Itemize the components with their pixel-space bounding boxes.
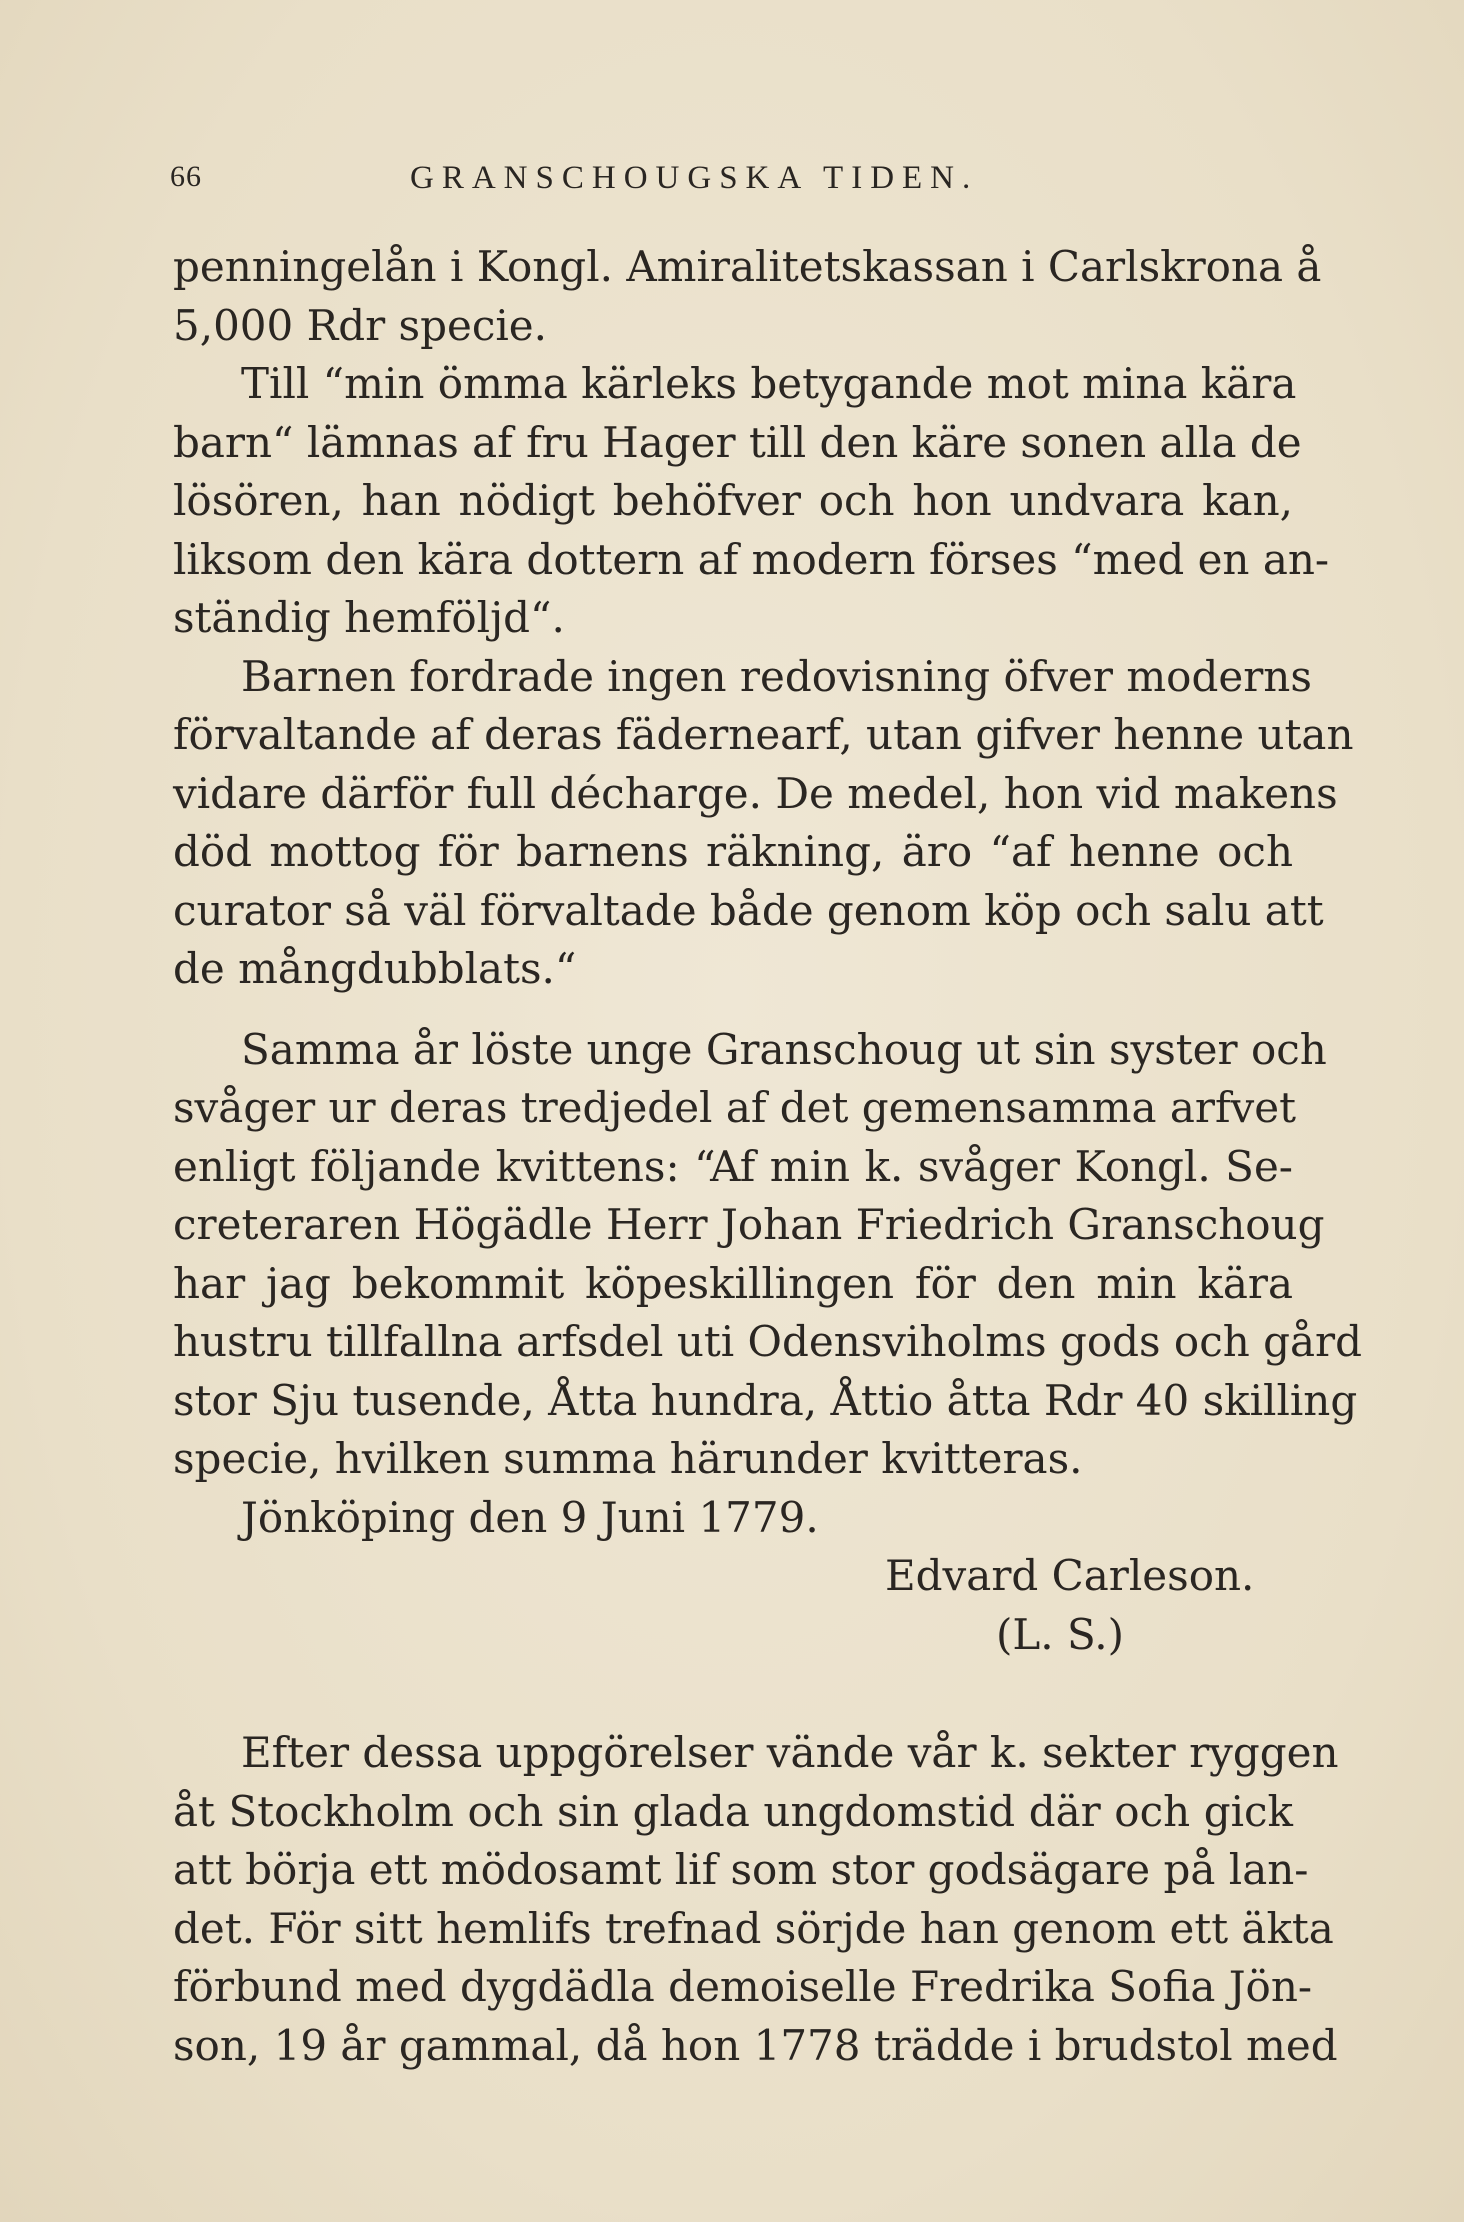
text-line: de mångdubblats.“ (173, 944, 577, 993)
page-header (170, 160, 1320, 210)
text-line: Efter dessa uppgörelser vände vår k. sekter ryggen (241, 1728, 1339, 1777)
text-line: 5,000 Rdr specie. (173, 300, 547, 350)
signature-name: Edvard Carleson. (885, 1551, 1255, 1600)
text-line: att börja ett mödosamt lif som stor godsägare på lan- (173, 1845, 1309, 1894)
text-line: lösören, han nödigt behöfver och hon undvara kan, (173, 476, 1293, 525)
text-line: creteraren Högädle Herr Johan Friedrich Granschoug (173, 1200, 1325, 1249)
text-line: död mottog för barnens räkning, äro “af henne och (173, 827, 1293, 876)
text-line: son, 19 år gammal, då hon 1778 trädde i brudstol med (173, 2020, 1338, 2070)
dateline: Jönköping den 9 Juni 1779. (241, 1492, 819, 1542)
text-line: åt Stockholm och sin glada ungdomstid där och gick (173, 1786, 1293, 1836)
signature-seal: (L. S.) (996, 1609, 1124, 1659)
text-line: barn“ lämnas af fru Hager till den käre sonen alla de (173, 417, 1302, 467)
text-line: specie, hvilken summa härunder kvitteras. (173, 1434, 1083, 1483)
text-line: curator så väl förvaltade både genom köp och salu att (173, 885, 1324, 935)
text-line: det. För sitt hemlifs trefnad sörjde han genom ett äkta (173, 1903, 1334, 1953)
page-number: 66 (170, 160, 202, 193)
text-line: penningelån i Kongl. Amiralitetskassan i Carlskrona å (173, 242, 1322, 291)
text-line: hustru tillfallna arfsdel uti Odensviholms gods och gård (173, 1317, 1363, 1366)
running-title: GRANSCHOUGSKA TIDEN. (410, 160, 979, 196)
text-line: Till “min ömma kärleks betygande mot mina kära (241, 359, 1297, 408)
text-line: svåger ur deras tredjedel af det gemensamma arfvet (173, 1083, 1296, 1132)
text-line: stor Sju tusende, Åtta hundra, Åttio åtta Rdr 40 skilling (173, 1375, 1358, 1425)
text-line: vidare därför full décharge. De medel, hon vid makens (173, 768, 1338, 818)
text-line: Samma år löste unge Granschoug ut sin syster och (241, 1024, 1327, 1074)
section-gap (173, 1664, 1293, 1724)
body-text (173, 238, 1363, 2075)
text-line: enligt följande kvittens: “Af min k. svåger Kongl. Se- (173, 1141, 1293, 1191)
text-line: förbund med dygdädla demoiselle Fredrika Sofia Jön- (173, 1962, 1313, 2011)
text-line: Barnen fordrade ingen redovisning öfver moderns (241, 651, 1312, 701)
text-line: har jag bekommit köpeskillingen för den min kära (173, 1258, 1293, 1308)
text-line: förvaltande af deras fädernearf, utan gifver henne utan (173, 710, 1354, 759)
text-line: liksom den kära dottern af modern förses “med en an- (173, 534, 1330, 584)
text-line: ständig hemföljd“. (173, 593, 565, 642)
paragraph-gap (173, 999, 1293, 1021)
